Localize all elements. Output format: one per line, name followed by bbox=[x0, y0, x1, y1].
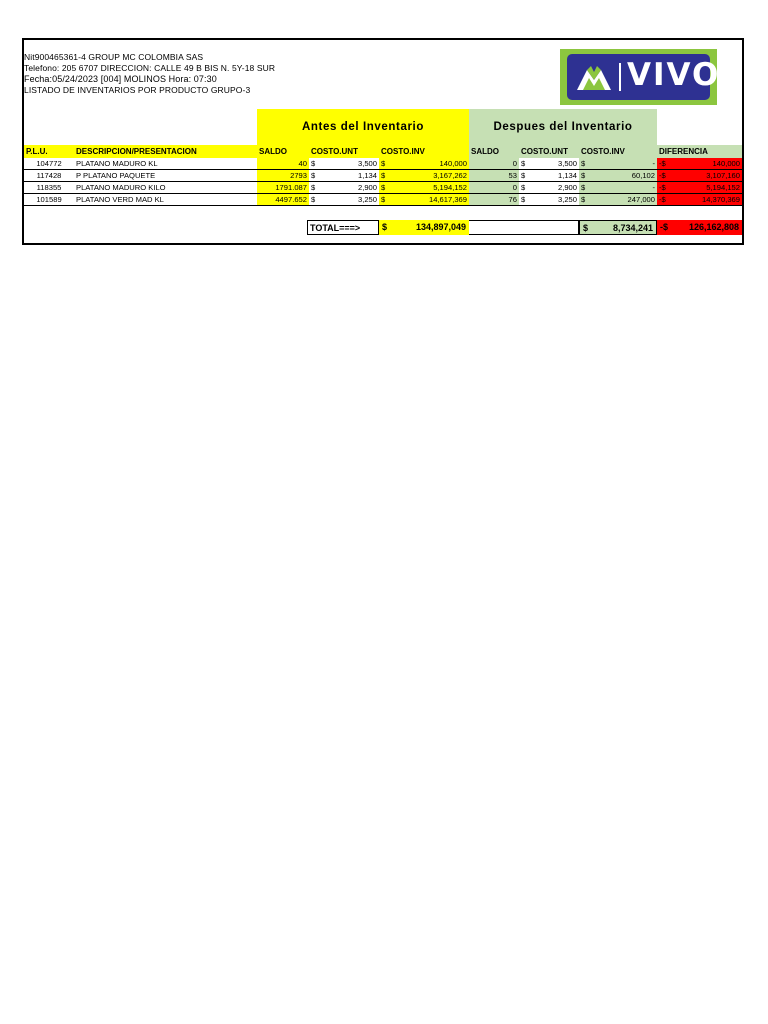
col-desc: DESCRIPCION/PRESENTACION bbox=[74, 145, 257, 158]
table-row bbox=[24, 170, 742, 182]
col-costo-inv-antes: COSTO.INV bbox=[379, 145, 469, 158]
col-plu: P.L.U. bbox=[24, 145, 74, 158]
cell-desc: PLATANO MADURO KILO bbox=[74, 182, 257, 194]
cell-saldo-antes: 1791.087 bbox=[257, 182, 309, 194]
cell-costo-inv-despues: $ 60,102 bbox=[581, 171, 655, 180]
band-antes-inventario: Antes del Inventario bbox=[257, 109, 469, 145]
total-antes: $ 134,897,049 bbox=[379, 220, 469, 235]
cell-costo-inv-despues: $ 247,000 bbox=[581, 195, 655, 204]
cell-costo-inv-despues: $ - bbox=[581, 183, 655, 192]
company-address-line: Telefono: 205 6707 DIRECCION: CALLE 49 B BIS N. 5Y-18 SUR bbox=[24, 63, 276, 73]
cell-desc: PLATANO MADURO KL bbox=[74, 158, 257, 170]
cell-plu: 117428 bbox=[24, 170, 74, 182]
col-costo-inv-despues: COSTO.INV bbox=[579, 145, 657, 158]
table-header-row bbox=[24, 145, 742, 158]
cell-saldo-antes: 40 bbox=[257, 158, 309, 170]
col-saldo-antes: SALDO bbox=[257, 145, 309, 158]
table-row bbox=[24, 158, 742, 170]
report-title: LISTADO DE INVENTARIOS POR PRODUCTO GRUPO-3 bbox=[24, 85, 251, 95]
vivo-logo bbox=[560, 49, 721, 105]
cell-diferencia: -$ 5,194,152 bbox=[659, 183, 740, 192]
cell-costo-unt-despues: $ 3,250 bbox=[521, 195, 577, 204]
cell-costo-inv-antes: $ 5,194,152 bbox=[381, 183, 467, 192]
cell-costo-unt-antes: $ 2,900 bbox=[311, 183, 377, 192]
inventory-table bbox=[24, 145, 742, 206]
cell-saldo-despues: 53 bbox=[469, 170, 519, 182]
cell-diferencia: -$ 14,370,369 bbox=[659, 195, 740, 204]
cell-saldo-antes: 2793 bbox=[257, 170, 309, 182]
cell-saldo-despues: 0 bbox=[469, 182, 519, 194]
cell-plu: 118355 bbox=[24, 182, 74, 194]
cell-plu: 104772 bbox=[24, 158, 74, 170]
cell-saldo-antes: 4497.652 bbox=[257, 194, 309, 206]
cell-saldo-despues: 76 bbox=[469, 194, 519, 206]
col-costo-unt-despues: COSTO.UNT bbox=[519, 145, 579, 158]
cell-costo-inv-despues: $ - bbox=[581, 159, 655, 168]
vivo-logo-text: VIVO bbox=[627, 57, 721, 93]
col-diferencia: DIFERENCIA bbox=[657, 145, 742, 158]
company-nit-line: Nit900465361-4 GROUP MC COLOMBIA SAS bbox=[24, 52, 204, 62]
cell-costo-unt-despues: $ 1,134 bbox=[521, 171, 577, 180]
vivo-mountain-logo-icon bbox=[575, 62, 613, 92]
report-date-line: Fecha:05/24/2023 [004] MOLINOS Hora: 07:30 bbox=[24, 74, 217, 84]
cell-saldo-despues: 0 bbox=[469, 158, 519, 170]
cell-desc: P PLATANO PAQUETE bbox=[74, 170, 257, 182]
cell-costo-inv-antes: $ 3,167,262 bbox=[381, 171, 467, 180]
table-row bbox=[24, 182, 742, 194]
band-despues-inventario: Despues del Inventario bbox=[469, 109, 657, 145]
total-diferencia: -$ 126,162,808 bbox=[657, 220, 742, 235]
total-despues: $ 8,734,241 bbox=[579, 220, 657, 235]
col-costo-unt-antes: COSTO.UNT bbox=[309, 145, 379, 158]
inventory-sheet bbox=[22, 38, 744, 245]
cell-diferencia: -$ 140,000 bbox=[659, 159, 740, 168]
cell-plu: 101589 bbox=[24, 194, 74, 206]
total-label: TOTAL===> bbox=[307, 220, 379, 235]
cell-costo-inv-antes: $ 140,000 bbox=[381, 159, 467, 168]
cell-costo-unt-despues: $ 3,500 bbox=[521, 159, 577, 168]
cell-costo-unt-antes: $ 3,250 bbox=[311, 195, 377, 204]
cell-desc: PLATANO VERD MAD KL bbox=[74, 194, 257, 206]
cell-diferencia: -$ 3,107,160 bbox=[659, 171, 740, 180]
table-row bbox=[24, 194, 742, 206]
col-saldo-despues: SALDO bbox=[469, 145, 519, 158]
cell-costo-inv-antes: $ 14,617,369 bbox=[381, 195, 467, 204]
cell-costo-unt-despues: $ 2,900 bbox=[521, 183, 577, 192]
cell-costo-unt-antes: $ 3,500 bbox=[311, 159, 377, 168]
cell-costo-unt-antes: $ 1,134 bbox=[311, 171, 377, 180]
